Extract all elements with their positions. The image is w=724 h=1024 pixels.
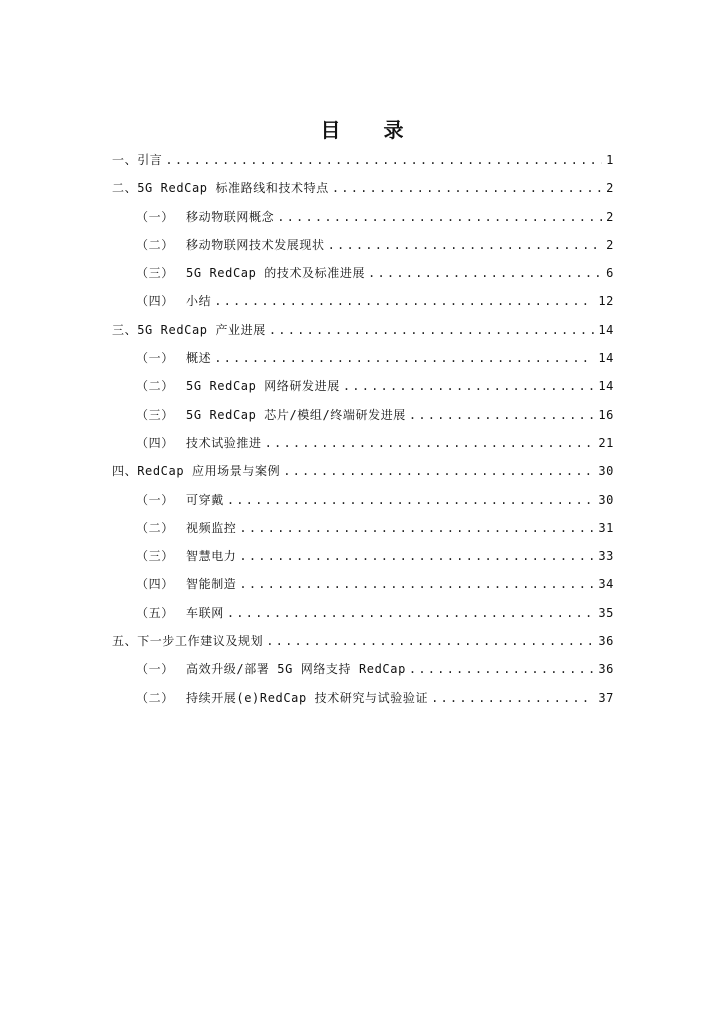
dot-leader bbox=[165, 146, 602, 174]
toc-entry-number: （三） bbox=[136, 407, 174, 422]
toc-entry[interactable] bbox=[112, 655, 614, 683]
dot-leader bbox=[227, 486, 595, 514]
toc-entry-page-number: 36 bbox=[598, 634, 614, 649]
dot-leader bbox=[266, 627, 594, 655]
toc-entry-page-number: 21 bbox=[598, 435, 614, 450]
toc-entry[interactable] bbox=[112, 287, 614, 315]
toc-entry-number: 三、 bbox=[112, 322, 138, 337]
toc-entry-number: 一、 bbox=[112, 153, 138, 167]
dot-leader bbox=[283, 457, 594, 485]
toc-entry-title: 持续开展(e)RedCap 技术研究与试验验证 bbox=[186, 690, 429, 705]
dot-leader bbox=[277, 203, 602, 231]
toc-entry-number: （二） bbox=[136, 520, 174, 535]
toc-entry-title: 概述 bbox=[186, 351, 212, 366]
toc-entry-title: 智慧电力 bbox=[186, 549, 237, 564]
toc-entry-title: 技术试验推进 bbox=[186, 435, 262, 450]
toc-entry-page-number: 2 bbox=[606, 237, 614, 252]
toc-entry-number: （二） bbox=[136, 237, 174, 252]
toc-entry-number: （四） bbox=[136, 577, 174, 592]
toc-entry-title: 可穿戴 bbox=[186, 492, 224, 507]
toc-entry-page-number: 14 bbox=[598, 379, 614, 394]
toc-entry[interactable] bbox=[112, 542, 614, 570]
toc-entry-number: （一） bbox=[136, 662, 174, 677]
toc-entry-page-number: 36 bbox=[598, 662, 614, 677]
toc-entry-title: 移动物联网概念 bbox=[186, 209, 275, 224]
toc-entry-number: （三） bbox=[136, 266, 174, 281]
toc-entry-title: 5G RedCap 芯片/模组/终端研发进展 bbox=[186, 407, 406, 422]
toc-entry-number: （二） bbox=[136, 690, 174, 705]
toc-entry-title: RedCap 应用场景与案例 bbox=[137, 464, 281, 479]
toc-entry-page-number: 33 bbox=[598, 549, 614, 564]
toc-entry[interactable] bbox=[112, 231, 614, 259]
dot-leader bbox=[239, 542, 594, 570]
toc-entry-number: （一） bbox=[136, 209, 174, 224]
toc-entry-title: 小结 bbox=[186, 294, 212, 309]
toc-entry-number: （二） bbox=[136, 379, 174, 394]
toc-entry-page-number: 30 bbox=[598, 492, 614, 507]
dot-leader bbox=[409, 401, 594, 429]
toc-entry-title: 5G RedCap 的技术及标准进展 bbox=[186, 266, 366, 281]
toc-title: 目 录 bbox=[320, 118, 422, 142]
dot-leader bbox=[332, 174, 602, 202]
toc-entry-page-number: 35 bbox=[598, 605, 614, 620]
dot-leader bbox=[265, 429, 595, 457]
toc-entry[interactable] bbox=[112, 146, 614, 174]
toc-entry-page-number: 14 bbox=[598, 322, 614, 337]
toc-entry-title: 智能制造 bbox=[186, 577, 237, 592]
dot-leader bbox=[214, 287, 594, 315]
toc-entry[interactable] bbox=[112, 599, 614, 627]
dot-leader bbox=[239, 514, 594, 542]
toc-entry[interactable] bbox=[112, 344, 614, 372]
toc-entry-title: 5G RedCap 标准路线和技术特点 bbox=[137, 181, 329, 196]
toc-entry-page-number: 2 bbox=[606, 181, 614, 196]
toc-entry[interactable] bbox=[112, 457, 614, 485]
dot-leader bbox=[328, 231, 603, 259]
toc-entry-page-number: 31 bbox=[598, 520, 614, 535]
toc-entry-page-number: 6 bbox=[606, 266, 614, 281]
dot-leader bbox=[214, 344, 594, 372]
toc-entry[interactable] bbox=[112, 486, 614, 514]
toc-entry-page-number: 16 bbox=[598, 407, 614, 422]
toc-entry[interactable] bbox=[112, 570, 614, 598]
toc-entry-page-number: 30 bbox=[598, 464, 614, 479]
toc-entry-page-number: 1 bbox=[606, 153, 614, 167]
toc-entry-number: 五、 bbox=[112, 634, 138, 649]
toc-entry[interactable] bbox=[112, 372, 614, 400]
toc-entry-number: （四） bbox=[136, 294, 174, 309]
toc-list bbox=[112, 146, 614, 712]
toc-entry-number: （五） bbox=[136, 605, 174, 620]
dot-leader bbox=[227, 599, 595, 627]
toc-entry-page-number: 37 bbox=[598, 690, 614, 705]
toc-entry-title: 引言 bbox=[137, 153, 163, 167]
dot-leader bbox=[269, 316, 594, 344]
toc-entry[interactable] bbox=[112, 627, 614, 655]
toc-entry-number: （三） bbox=[136, 549, 174, 564]
dot-leader bbox=[239, 570, 594, 598]
toc-entry-title: 车联网 bbox=[186, 605, 224, 620]
toc-entry-title: 移动物联网技术发展现状 bbox=[186, 237, 325, 252]
toc-entry[interactable] bbox=[112, 514, 614, 542]
toc-entry-number: 二、 bbox=[112, 181, 138, 196]
toc-entry-title: 5G RedCap 产业进展 bbox=[137, 322, 266, 337]
toc-entry-title: 下一步工作建议及规划 bbox=[137, 634, 264, 649]
toc-entry-title: 高效升级/部署 5G 网络支持 RedCap bbox=[186, 662, 406, 677]
toc-entry-page-number: 12 bbox=[598, 294, 614, 309]
toc-entry[interactable] bbox=[112, 174, 614, 202]
toc-entry-title: 视频监控 bbox=[186, 520, 237, 535]
dot-leader bbox=[368, 259, 602, 287]
dot-leader bbox=[431, 684, 594, 712]
dot-leader bbox=[409, 655, 594, 683]
toc-entry-page-number: 2 bbox=[606, 209, 614, 224]
dot-leader bbox=[343, 372, 594, 400]
toc-entry[interactable] bbox=[112, 316, 614, 344]
toc-entry[interactable] bbox=[112, 401, 614, 429]
toc-entry[interactable] bbox=[112, 429, 614, 457]
toc-entry-title: 5G RedCap 网络研发进展 bbox=[186, 379, 340, 394]
toc-entry[interactable] bbox=[112, 259, 614, 287]
toc-entry-number: （一） bbox=[136, 351, 174, 366]
toc-entry-number: （四） bbox=[136, 435, 174, 450]
toc-entry[interactable] bbox=[112, 203, 614, 231]
toc-entry-number: 四、 bbox=[112, 464, 138, 479]
toc-entry-page-number: 34 bbox=[598, 577, 614, 592]
toc-entry-page-number: 14 bbox=[598, 351, 614, 366]
toc-entry-number: （一） bbox=[136, 492, 174, 507]
toc-entry[interactable] bbox=[112, 684, 614, 712]
